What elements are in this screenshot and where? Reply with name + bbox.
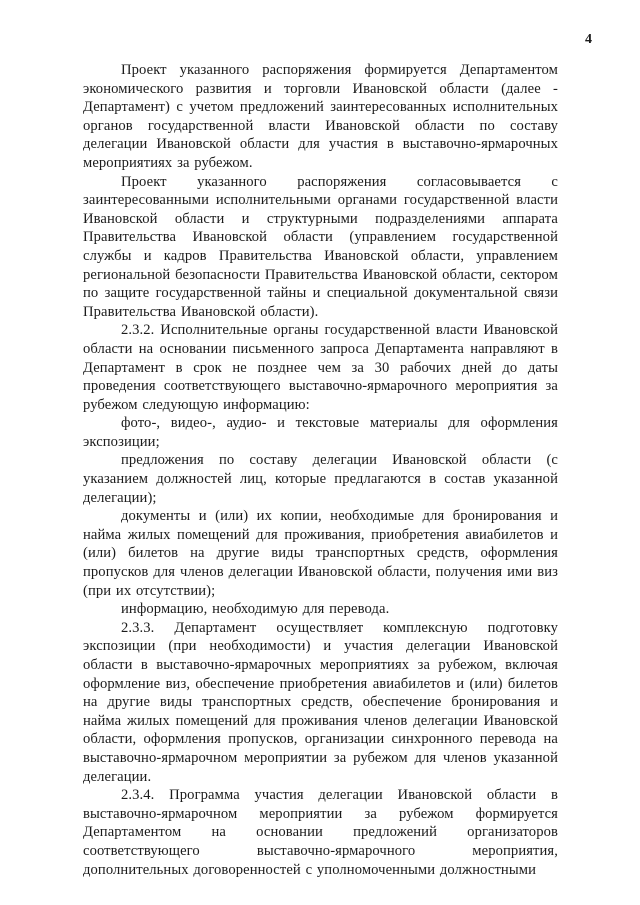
document-body [83, 61, 558, 879]
paragraph: фото-, видео-, аудио- и текстовые материалы для оформления экспозиции; [83, 415, 558, 450]
paragraph: предложения по составу делегации Ивановской области (с указанием должностей лиц, которые предлагаются в состав указанной делегации); [83, 452, 558, 506]
paragraph: 2.3.2. Исполнительные органы государственной власти Ивановской области на основании письменного запроса Департамента направляют в Департамент в срок не позднее чем за 30 рабочих дней до даты проведения соответствующего выставочно-ярмарочного мероприятия за рубежом следующую информацию: [83, 322, 558, 413]
paragraph: Проект указанного распоряжения формируется Департаментом экономического развития и торговли Ивановской области (далее - Департамент) с учетом предложений заинтересованных исполнительных органов государственной власти Ивановской области по составу делегации Ивановской области для участия в выставочно-ярмарочных мероприятиях за рубежом. [83, 62, 558, 171]
paragraph: информацию, необходимую для перевода. [121, 601, 390, 618]
page-number: 4 [585, 32, 592, 47]
paragraph: 2.3.3. Департамент осуществляет комплексную подготовку экспозиции (при необходимости) и участия делегации Ивановской области в выставочно-ярмарочных мероприятиях за рубежом, включая оформление виз, обеспечение приобретения авиабилетов и (или) билетов на другие виды транспортных средств, обеспечение бронирования и найма жилых помещений для проживания членов делегации Ивановской области, оформления пропусков, организации синхронного перевода на выставочно-ярмарочном мероприятии за рубежом для членов указанной делегации. [83, 619, 558, 785]
paragraph: документы и (или) их копии, необходимые для бронирования и найма жилых помещений для проживания, приобретения авиабилетов и (или) билетов на другие виды транспортных средств, оформления пропусков для членов делегации Ивановской области, получения ими виз (при их отсутствии); [83, 508, 558, 599]
paragraph: 2.3.4. Программа участия делегации Ивановской области в выставочно-ярмарочном мероприятии за рубежом формируется Департаментом на основании предложений организаторов соответствующего выставочно-ярмарочного мероприятия, дополнительных договоренностей с уполномоченными должностными [83, 787, 558, 878]
paragraph: Проект указанного распоряжения согласовывается с заинтересованными исполнительными органами государственной власти Ивановской области и структурными подразделениями аппарата Правительства Ивановской области (управлением государственной службы и кадров Правительства Ивановской области, управлением региональной безопасности Правительства Ивановской области, сектором по защите государственной тайны и специальной документальной связи Правительства Ивановской области). [83, 173, 558, 320]
